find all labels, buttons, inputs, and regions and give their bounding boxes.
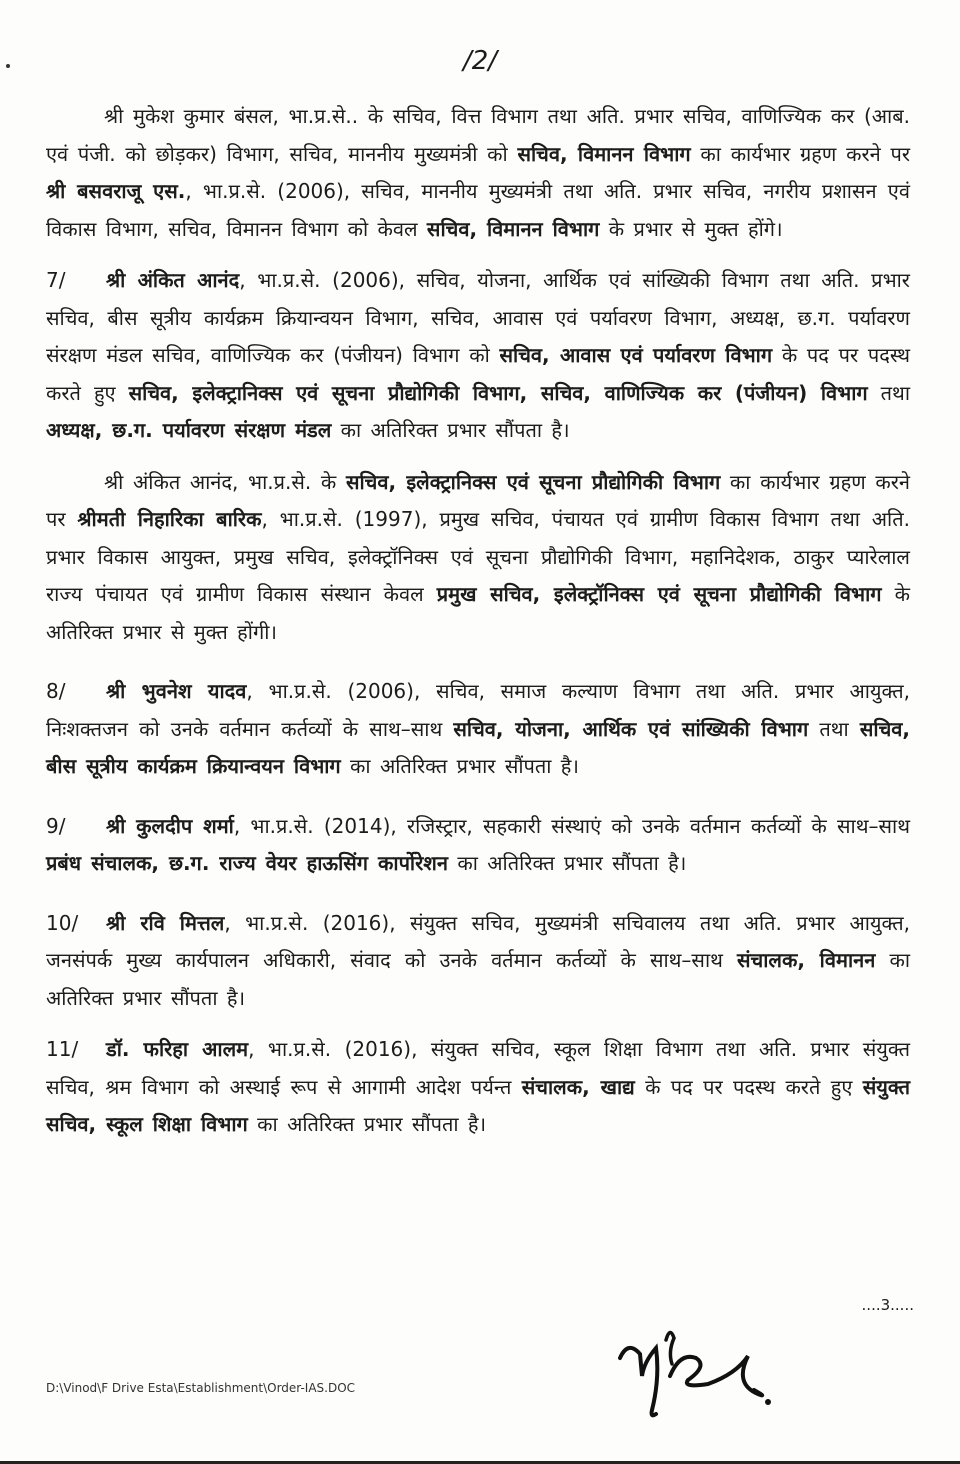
text-segment: तथा bbox=[808, 716, 860, 741]
paragraph-9-kuldeep-sharma bbox=[46, 808, 910, 883]
bold-segment: सचिव, विमानन विभाग bbox=[426, 216, 600, 241]
bold-segment: सचिव, बीस सूत्रीय कार्यक्रम क्रियान्वयन विभाग bbox=[46, 716, 911, 778]
text-segment: श्री मुकेश कुमार बंसल, भा.प्र.से.. के सचिव, वित्त विभाग तथा अति. प्रभार सचिव, वाणिज्यिक कर (आब. एवं पंजी. को छोड़कर) विभाग, सचिव, माननीय मुख्यमंत्री को bbox=[46, 104, 910, 166]
bold-segment: श्री कुलदीप शर्मा bbox=[106, 813, 234, 838]
bold-segment: प्रमुख सचिव, इलेक्ट्रॉनिक्स एवं सूचना प्रौद्योगिकी विभाग bbox=[436, 582, 882, 606]
bold-segment: श्री बसवराजू एस. bbox=[46, 179, 186, 203]
paragraph-number: 7/ bbox=[46, 268, 66, 292]
continuation-marker: ....3..... bbox=[861, 1296, 914, 1314]
paragraph-number: 11/ bbox=[46, 1037, 79, 1061]
bold-segment: सचिव, इलेक्ट्रानिक्स एवं सूचना प्रौद्योगिकी विभाग, सचिव, वाणिज्यिक कर (पंजीयन) विभाग bbox=[128, 380, 868, 405]
bold-segment: संचालक, विमानन bbox=[737, 948, 876, 972]
bold-segment: अध्यक्ष, छ.ग. पर्यावरण संरक्षण मंडल bbox=[46, 418, 332, 442]
text-segment: , भा.प्र.से. (2014), रजिस्ट्रार, सहकारी संस्थाएं को उनके वर्तमान कर्तव्यों के साथ–साथ bbox=[233, 813, 910, 838]
file-path-footer: D:\Vinod\F Drive Esta\Establishment\Order-IAS.DOC bbox=[46, 1381, 356, 1395]
bold-segment: संचालक, खाद्य bbox=[521, 1074, 635, 1099]
paragraph-relief-niharika-barik bbox=[46, 464, 910, 652]
paragraph-7-ankit-anand bbox=[46, 262, 910, 450]
text-segment: के पद पर पदस्थ करते हुए bbox=[46, 343, 911, 405]
order-body bbox=[46, 98, 910, 1158]
signature bbox=[608, 1318, 808, 1428]
text-segment: , भा.प्र.से. (2016), संयुक्त सचिव, स्कूल शिक्षा विभाग तथा अति. प्रभार संयुक्त सचिव, श्रम विभाग को अस्थाई रूप से आगामी आदेश पर्यन्त bbox=[46, 1037, 910, 1099]
text-segment: , भा.प्र.से. (2016), संयुक्त सचिव, मुख्यमंत्री सचिवालय तथा अति. प्रभार आयुक्त, जनसंपर्क मुख्य कार्यपालन अधिकारी, संवाद को उनके वर्तमान कर्तव्यों के साथ–साथ bbox=[46, 910, 910, 972]
paragraph-8-bhuvnesh-yadav bbox=[46, 673, 910, 786]
text-segment: के प्रभार से मुक्त होंगे। bbox=[599, 216, 783, 241]
bold-segment: सचिव, इलेक्ट्रानिक्स एवं सूचना प्रौद्योगिकी विभाग bbox=[345, 469, 721, 494]
bold-segment: सचिव, आवास एवं पर्यावरण विभाग bbox=[499, 343, 773, 367]
text-segment: का अतिरिक्त प्रभार सौंपता है। bbox=[247, 1112, 487, 1136]
text-segment: का अतिरिक्त प्रभार सौंपता है। bbox=[340, 754, 580, 778]
bold-segment: सचिव, विमानन विभाग bbox=[517, 141, 691, 166]
text-segment: का अतिरिक्त प्रभार सौंपता है। bbox=[448, 851, 687, 875]
paragraph-10-ravi-mittal bbox=[46, 905, 910, 1018]
paragraph-number: 9/ bbox=[46, 813, 66, 838]
paragraph-number: 10/ bbox=[46, 910, 79, 935]
bold-segment: डॉ. फरिहा आलम bbox=[106, 1037, 249, 1061]
text-segment: का अतिरिक्त प्रभार सौंपता है। bbox=[331, 418, 570, 442]
text-segment: , भा.प्र.से. (2006), सचिव, योजना, आर्थिक एवं सांख्यिकी विभाग तथा अति. प्रभार सचिव, बीस सूत्रीय कार्यक्रम क्रियान्वयन विभाग, सचिव, आवास एवं पर्यावरण विभाग, अध्यक्ष, छ.ग. पर्यावरण संरक्षण मंडल सचिव, वाणिज्यिक कर (पंजीयन) विभाग को bbox=[46, 268, 910, 367]
text-segment: श्री अंकित आनंद, भा.प्र.से. के bbox=[104, 469, 346, 494]
bold-segment: श्री रवि मित्तल bbox=[106, 910, 225, 935]
text-segment: , भा.प्र.से. (2006), सचिव, माननीय मुख्यमंत्री तथा अति. प्रभार सचिव, नगरीय प्रशासन एवं विकास विभाग, सचिव, विमानन विभाग को केवल bbox=[46, 179, 910, 241]
paragraph-11-fariha-alam bbox=[46, 1031, 910, 1144]
bold-segment: श्री अंकित आनंद bbox=[106, 268, 240, 292]
text-segment: का अतिरिक्त प्रभार सौंपता है। bbox=[46, 948, 910, 1010]
bold-segment: संयुक्त सचिव, स्कूल शिक्षा विभाग bbox=[46, 1074, 910, 1136]
bold-segment: सचिव, योजना, आर्थिक एवं सांख्यिकी विभाग bbox=[453, 716, 809, 741]
bold-segment: श्री भुवनेश यादव bbox=[106, 679, 247, 703]
text-segment: के पद पर पदस्थ करते हुए bbox=[634, 1074, 863, 1099]
bold-segment: प्रबंध संचालक, छ.ग. राज्य वेयर हाऊसिंग कार्पोरेशन bbox=[46, 851, 448, 875]
text-segment: के अतिरिक्त प्रभार से मुक्त होंगी। bbox=[46, 582, 910, 644]
text-segment: , भा.प्र.से. (2006), सचिव, समाज कल्याण विभाग तथा अति. प्रभार आयुक्त, निःशक्तजन को उनके वर्तमान कर्तव्यों के साथ–साथ bbox=[46, 679, 910, 741]
text-segment: का कार्यभार ग्रहण करने पर bbox=[46, 469, 911, 531]
bold-segment: श्रीमती निहारिका बारिक bbox=[77, 507, 262, 531]
paragraph-relief-mukesh-bansal bbox=[46, 98, 910, 248]
text-segment: का कार्यभार ग्रहण करने पर bbox=[690, 141, 910, 166]
paragraph-number: 8/ bbox=[46, 679, 66, 703]
page-number: /2/ bbox=[462, 46, 498, 76]
text-segment: तथा bbox=[867, 380, 910, 405]
text-segment: , भा.प्र.से. (1997), प्रमुख सचिव, पंचायत एवं ग्रामीण विकास विभाग तथा अति. प्रभार विकास आयुक्त, प्रमुख सचिव, इलेक्ट्रॉनिक्स एवं सूचना प्रौद्योगिकी विभाग, महानिदेशक, ठाकुर प्यारेलाल राज्य पंचायत एवं ग्रामीण विकास संस्थान केवल bbox=[46, 507, 910, 606]
